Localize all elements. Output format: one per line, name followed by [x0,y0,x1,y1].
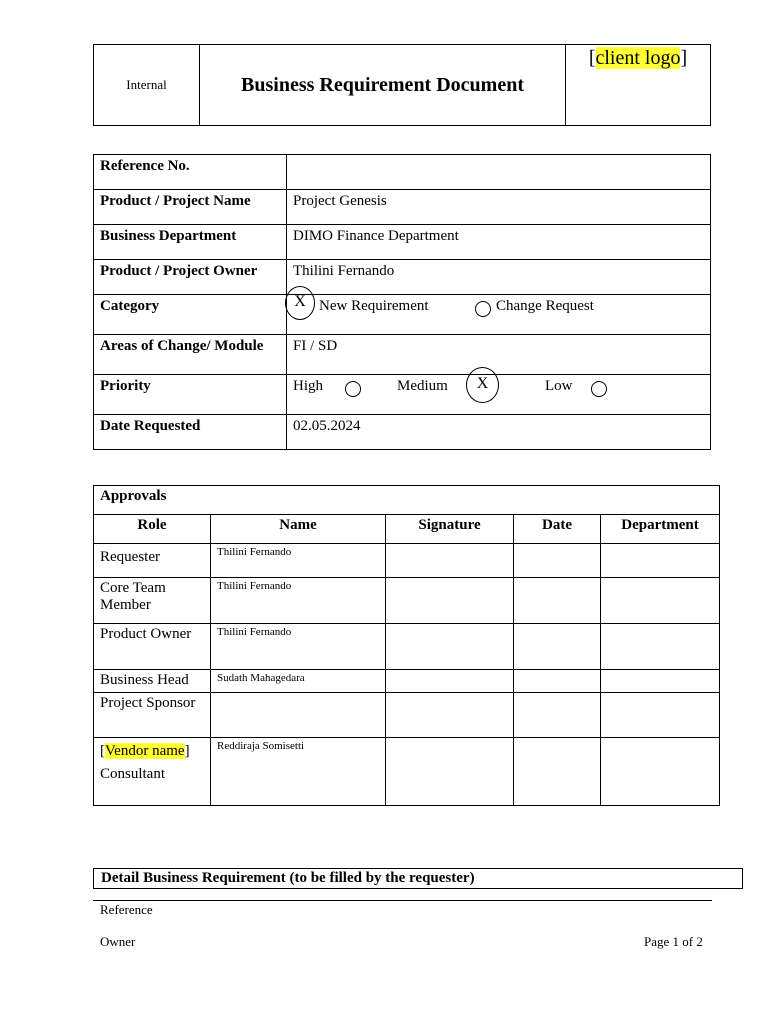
approval-role: [Vendor name] Consultant [94,738,211,806]
approvals-title-row [94,486,720,515]
reference-label: Reference No. [94,155,287,190]
approval-department[interactable] [601,578,720,624]
approval-signature[interactable] [386,670,514,693]
priority-label: Priority [94,375,287,415]
approvals-table [93,485,720,806]
approval-name[interactable]: Thilini Fernando [211,624,386,670]
detail-requirement-heading: Detail Business Requirement (to be filled by the requester) [93,868,743,889]
classification-label: Internal [94,45,200,125]
date-value[interactable]: 02.05.2024 [287,415,711,450]
category-options [287,295,711,335]
priority-options [287,375,711,415]
approval-name[interactable]: Sudath Mahagedara [211,670,386,693]
info-row-department [94,225,711,260]
approval-date[interactable] [514,738,601,806]
approval-role: Product Owner [94,624,211,670]
owner-label: Product / Project Owner [94,260,287,295]
info-row-product [94,190,711,225]
vendor-name-placeholder: Vendor name [105,743,185,759]
document-header [93,44,711,126]
approval-date[interactable] [514,670,601,693]
approval-date[interactable] [514,544,601,578]
info-row-reference [94,155,711,190]
category-new-label: New Requirement [319,298,429,314]
column-header-name: Name [211,515,386,544]
areas-value[interactable]: FI / SD [287,335,711,375]
project-info-table [93,154,711,450]
approval-signature[interactable] [386,738,514,806]
info-row-owner [94,260,711,295]
approval-name[interactable]: Thilini Fernando [211,578,386,624]
footer-reference: Reference [100,902,153,917]
approval-signature[interactable] [386,578,514,624]
approvals-title: Approvals [94,486,720,515]
approval-department[interactable] [601,624,720,670]
info-row-priority [94,375,711,415]
approval-signature[interactable] [386,624,514,670]
footer-page-number: Page 1 of 2 [644,934,703,949]
department-label: Business Department [94,225,287,260]
priority-high-label: High [293,378,323,394]
footer-owner: Owner [100,934,136,949]
approval-row [94,624,720,670]
column-header-department: Department [601,515,720,544]
category-change-label: Change Request [496,298,594,314]
approval-department[interactable] [601,693,720,738]
column-header-role: Role [94,515,211,544]
approval-signature[interactable] [386,544,514,578]
areas-label: Areas of Change/ Module [94,335,287,375]
approval-role: Requester [94,544,211,578]
approval-row [94,693,720,738]
approval-row [94,578,720,624]
footer-divider [93,900,712,901]
category-label: Category [94,295,287,335]
product-value[interactable]: Project Genesis [287,190,711,225]
info-row-areas [94,335,711,375]
approval-name[interactable]: Reddiraja Somisetti [211,738,386,806]
approval-row [94,670,720,693]
column-header-signature: Signature [386,515,514,544]
approvals-header-row [94,515,720,544]
approval-department[interactable] [601,670,720,693]
approval-role: Core Team Member [94,578,211,624]
product-label: Product / Project Name [94,190,287,225]
approval-date[interactable] [514,693,601,738]
approval-date[interactable] [514,624,601,670]
approval-name[interactable] [211,693,386,738]
approval-role: Business Head [94,670,211,693]
approval-name[interactable]: Thilini Fernando [211,544,386,578]
category-change-radio[interactable] [475,301,491,317]
info-row-date [94,415,711,450]
date-label: Date Requested [94,415,287,450]
document-title: Business Requirement Document [200,45,566,125]
approval-date[interactable] [514,578,601,624]
reference-value[interactable] [287,155,711,190]
priority-high-radio[interactable] [345,381,361,397]
approval-role: Project Sponsor [94,693,211,738]
approval-row [94,738,720,806]
priority-medium-selected-mark[interactable]: X [466,367,499,403]
info-row-category [94,295,711,335]
approval-signature[interactable] [386,693,514,738]
category-new-selected-mark[interactable]: X [285,286,315,320]
owner-value[interactable]: Thilini Fernando [287,260,711,295]
client-logo-placeholder: [client logo] [588,47,688,69]
department-value[interactable]: DIMO Finance Department [287,225,711,260]
priority-low-label: Low [545,378,573,394]
priority-medium-label: Medium [397,378,448,394]
column-header-date: Date [514,515,601,544]
approval-row [94,544,720,578]
approval-department[interactable] [601,544,720,578]
approval-department[interactable] [601,738,720,806]
priority-low-radio[interactable] [591,381,607,397]
